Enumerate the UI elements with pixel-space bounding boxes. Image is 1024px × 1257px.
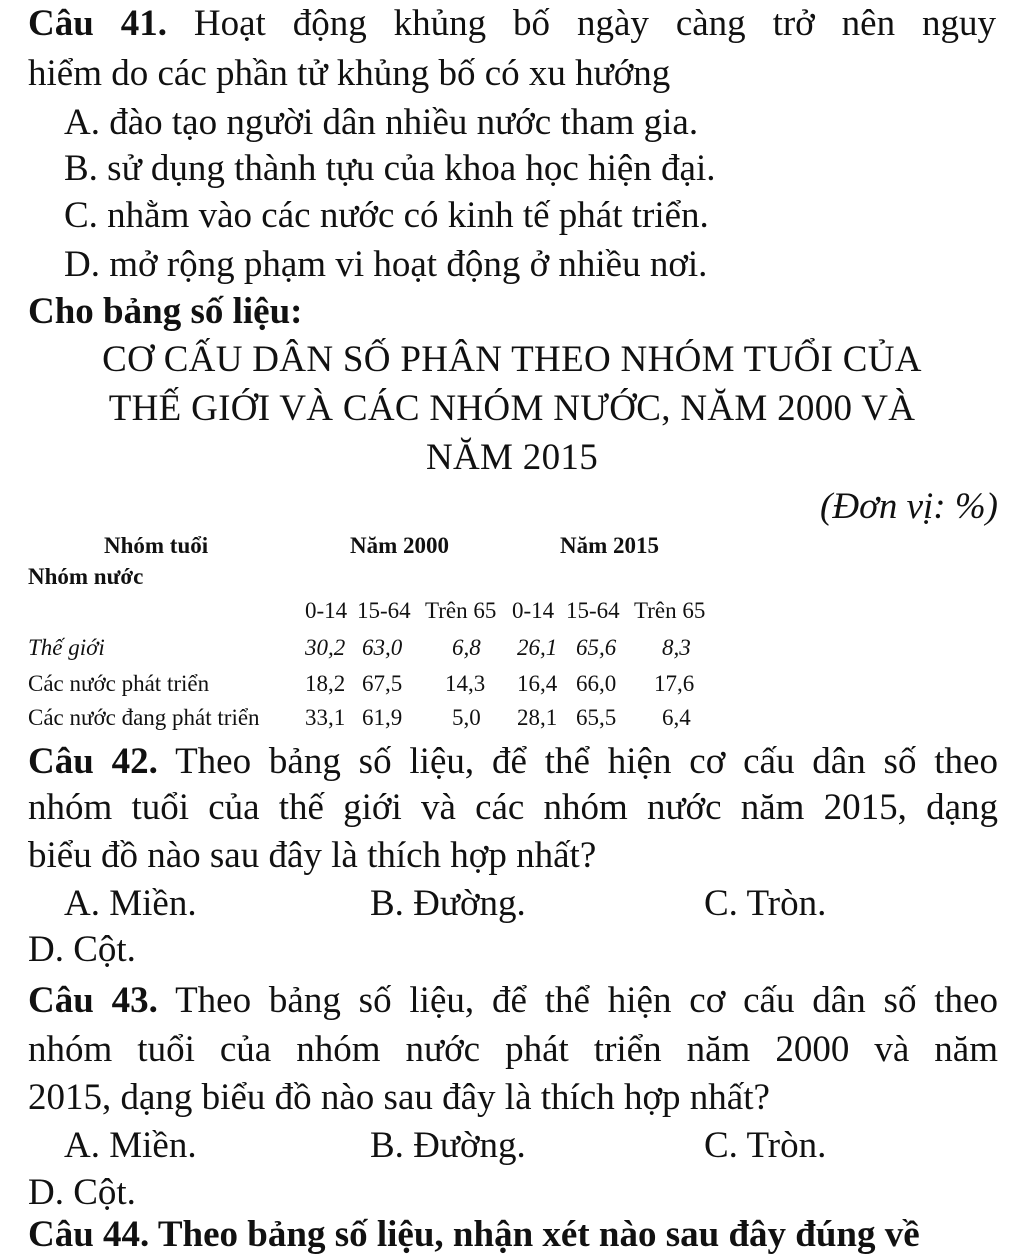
table-cell: 8,3 [662, 635, 691, 660]
table-cell: 65,6 [576, 635, 617, 660]
q43-option-a: A. Miền. [64, 1125, 197, 1166]
table-cell: 30,2 [305, 635, 346, 660]
q42-option-d: D. Cột. [28, 929, 136, 970]
table-corner-top: Nhóm tuổi [104, 533, 209, 558]
table-cell: 63,0 [362, 635, 403, 660]
q42-number: Câu 42. [28, 741, 158, 782]
q41-stem-line2: hiểm do các phần tử khủng bố có xu hướng [28, 53, 671, 94]
q41-option-d: D. mở rộng phạm vi hoạt động ở nhiều nơi. [64, 244, 708, 285]
q43-stem-line2: nhóm tuổi của nhóm nước phát triển năm 2000 và năm [28, 1029, 998, 1070]
table-title-line1: CƠ CẤU DÂN SỐ PHÂN THEO NHÓM TUỔI CỦA [102, 339, 922, 380]
table-unit: (Đơn vị: %) [820, 486, 998, 527]
sub-header-65-2000: Trên 65 [425, 598, 497, 623]
q41-option-a: A. đào tạo người dân nhiều nước tham gia. [64, 102, 699, 143]
table-cell: 6,4 [662, 705, 691, 730]
table-cell: 65,5 [576, 705, 617, 730]
table-cell: 18,2 [305, 671, 346, 696]
q43-stem-line1 [28, 979, 998, 1023]
q41-option-b: B. sử dụng thành tựu của khoa học hiện đại. [64, 148, 716, 189]
q43-number: Câu 43. [28, 980, 158, 1021]
table-corner-bottom: Nhóm nước [28, 564, 144, 589]
q41-option-c: C. nhằm vào các nước có kinh tế phát triển. [64, 195, 709, 236]
sub-header-65-2015: Trên 65 [634, 598, 706, 623]
row-label-developing: Các nước đang phát triển [28, 705, 260, 730]
table-year-2000: Năm 2000 [350, 533, 450, 558]
table-cell: 14,3 [445, 671, 486, 696]
q42-stem-line2: nhóm tuổi của thế giới và các nhóm nước năm 2015, dạng [28, 787, 998, 828]
sub-header-0-14-2015: 0-14 [512, 598, 555, 623]
q42-stem-text: Theo bảng số liệu, để thể hiện cơ cấu dân số theo [175, 741, 998, 782]
row-label-developed: Các nước phát triển [28, 671, 210, 696]
q44-partial-line: Câu 44. Theo bảng số liệu, nhận xét nào sau đây đúng về [28, 1214, 920, 1255]
q42-option-c: C. Tròn. [704, 883, 827, 924]
q42-option-b: B. Đường. [370, 883, 526, 924]
q41-number: Câu 41. [28, 3, 167, 44]
q42-option-a: A. Miền. [64, 883, 197, 924]
table-cell: 16,4 [517, 671, 558, 696]
table-cell: 28,1 [517, 705, 558, 730]
table-cell: 66,0 [576, 671, 617, 696]
q43-option-d: D. Cột. [28, 1172, 136, 1213]
sub-header-15-64-2015: 15-64 [566, 598, 620, 623]
sub-header-0-14-2000: 0-14 [305, 598, 348, 623]
row-label-world: Thế giới [28, 635, 105, 660]
table-title-line2: THẾ GIỚI VÀ CÁC NHÓM NƯỚC, NĂM 2000 VÀ [108, 388, 916, 429]
table-intro: Cho bảng số liệu: [28, 291, 303, 332]
q41-stem-text: Hoạt động khủng bố ngày càng trở nên nguy [193, 3, 996, 44]
sub-header-15-64-2000: 15-64 [357, 598, 411, 623]
q42-stem-line3: biểu đồ nào sau đây là thích hợp nhất? [28, 835, 597, 876]
table-cell: 33,1 [305, 705, 346, 730]
table-cell: 61,9 [362, 705, 403, 730]
q41-stem-line1 [28, 2, 996, 46]
table-cell: 6,8 [452, 635, 481, 660]
q43-stem-line3: 2015, dạng biểu đồ nào sau đây là thích hợp nhất? [28, 1077, 770, 1118]
table-cell: 67,5 [362, 671, 403, 696]
table-title-line3: NĂM 2015 [426, 437, 598, 478]
q42-stem-line1 [28, 740, 998, 784]
table-cell: 17,6 [654, 671, 695, 696]
table-cell: 5,0 [452, 705, 481, 730]
q43-stem-text: Theo bảng số liệu, để thể hiện cơ cấu dân số theo [175, 980, 998, 1021]
table-cell: 26,1 [517, 635, 558, 660]
q43-option-c: C. Tròn. [704, 1125, 827, 1166]
q43-option-b: B. Đường. [370, 1125, 526, 1166]
table-year-2015: Năm 2015 [560, 533, 660, 558]
